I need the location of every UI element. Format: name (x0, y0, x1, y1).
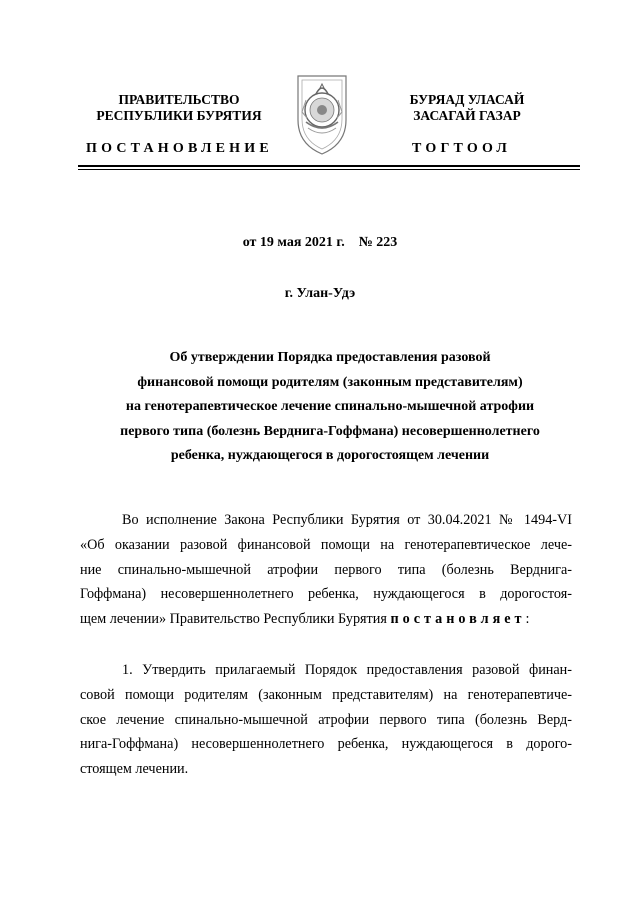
title-line: финансовой помощи родителям (законным представителям) (137, 374, 523, 390)
document-type-russian: ПОСТАНОВЛЕНИЕ (86, 141, 273, 156)
paragraph-line-text: щем лечении» Правительство Республики Бурятия (80, 611, 391, 628)
header-divider (78, 165, 580, 167)
title-line: Об утверждении Порядка предоставления разовой (169, 350, 491, 365)
document-type-buryat: ТОГТООЛ (412, 141, 512, 156)
preamble-paragraph (80, 508, 572, 632)
government-name-line: РЕСПУБЛИКИ БУРЯТИЯ (96, 108, 262, 123)
title-line: ребенка, нуждающегося в дорогостоящем лечении (170, 448, 490, 463)
clause-1-paragraph (80, 658, 572, 782)
title-line: первого типа (болезнь Верднига-Гоффмана) несовершеннолетнего (120, 423, 540, 439)
paragraph-line: ское лечение спинально-мышечной атрофии первого типа (болезнь Верд- (80, 711, 572, 728)
paragraph-line: нига-Гоффмана) несовершеннолетнего ребенка, нуждающегося в дорого- (80, 736, 572, 753)
paragraph-line (80, 607, 572, 632)
government-name-russian (84, 92, 274, 124)
document-title (90, 346, 570, 469)
paragraph-line: Во исполнение Закона Республики Бурятия от 30.04.2021 № 1494-VI (122, 512, 572, 528)
government-name-line: БУРЯАД УЛАСАЙ (409, 92, 525, 107)
city: г. Улан-Удэ (284, 286, 356, 301)
header-divider-thin (78, 169, 580, 170)
government-name-buryat (382, 92, 552, 124)
paragraph-line: ние спинально-мышечной атрофии первого типа (болезнь Верднига- (80, 561, 572, 578)
government-name-line: ПРАВИТЕЛЬСТВО (118, 92, 240, 107)
paragraph-line: совой помощи родителям (законным представителям) на генотерапевтиче- (80, 686, 572, 703)
paragraph-line: стоящем лечении. (80, 761, 189, 778)
paragraph-line: «Об оказании разовой финансовой помощи на генотерапевтическое лече- (80, 536, 572, 553)
paragraph-line: 1. Утвердить прилагаемый Порядок предоставления разовой финан- (122, 662, 572, 678)
resolves-keyword: постановляет (390, 611, 526, 628)
government-name-line: ЗАСАГАЙ ГАЗАР (413, 108, 521, 123)
coat-of-arms-icon (292, 72, 352, 156)
date-and-number: от 19 мая 2021 г. № 223 (242, 235, 398, 250)
paragraph-line: Гоффмана) несовершеннолетнего ребенка, нуждающегося в дорогостоя- (80, 586, 572, 603)
paragraph-line-suffix: : (525, 611, 530, 628)
title-line: на генотерапевтическое лечение спинально-мышечной атрофии (125, 399, 535, 414)
